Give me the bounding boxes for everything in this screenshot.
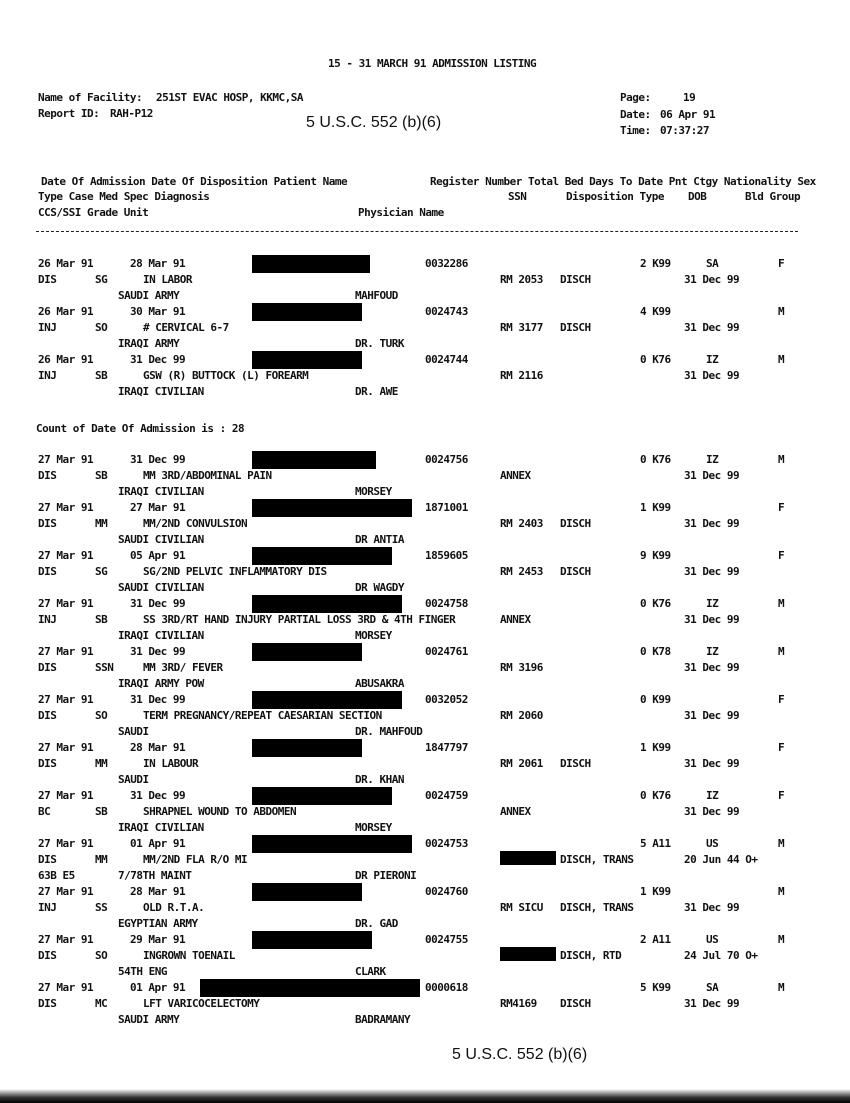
ssn: RM 2403 (500, 517, 543, 530)
register-number: 1847797 (425, 741, 468, 754)
med-spec: MC (95, 997, 108, 1010)
header-disposition-type: Disposition Type (566, 190, 664, 203)
unit: 7/78TH MAINT (118, 869, 192, 882)
disposition-date: 31 Dec 99 (130, 693, 186, 706)
ssn: RM 2061 (500, 757, 543, 770)
disposition-type: DISCH, TRANS (560, 901, 634, 914)
header-line3: CCS/SSI Grade Unit (38, 206, 149, 219)
unit: SAUDI ARMY (118, 289, 180, 302)
scan-edge (0, 1089, 850, 1103)
disposition-type: DISCH (560, 321, 591, 334)
med-spec: SO (95, 709, 108, 722)
physician-name: DR PIERONI (355, 869, 417, 882)
ssn: ANNEX (500, 469, 531, 482)
type: DIS (38, 949, 57, 962)
diagnosis: MM 3RD/ABDOMINAL PAIN (143, 469, 272, 482)
diagnosis: GSW (R) BUTTOCK (L) FOREARM (143, 369, 309, 382)
diagnosis: OLD R.T.A. (143, 901, 205, 914)
type: INJ (38, 901, 57, 914)
register-number: 1859605 (425, 549, 468, 562)
count-summary: Count of Date Of Admission is : 28 (36, 422, 245, 435)
nationality: IZ (706, 645, 719, 658)
bed-days-category: 0 K76 (640, 789, 671, 802)
diagnosis: SS 3RD/RT HAND INJURY PARTIAL LOSS 3RD & 4TH FINGER (143, 613, 456, 626)
nationality: US (706, 837, 719, 850)
admission-date: 27 Mar 91 (38, 981, 94, 994)
bed-days-category: 4 K99 (640, 305, 671, 318)
type: DIS (38, 469, 57, 482)
register-number: 0000618 (425, 981, 468, 994)
physician-name: CLARK (355, 965, 386, 978)
ssn-redaction (500, 851, 556, 865)
admission-date: 27 Mar 91 (38, 789, 94, 802)
disposition-type: DISCH, TRANS (560, 853, 634, 866)
sex: M (778, 353, 785, 366)
nationality: IZ (706, 353, 719, 366)
dob-blood-group: 31 Dec 99 (684, 613, 740, 626)
unit: 54TH ENG (118, 965, 167, 978)
med-spec: MM (95, 853, 108, 866)
admission-date: 27 Mar 91 (38, 933, 94, 946)
physician-name: DR. GAD (355, 917, 398, 930)
grade: 63B E5 (38, 869, 75, 882)
admission-date: 27 Mar 91 (38, 741, 94, 754)
ssn: ANNEX (500, 805, 531, 818)
disposition-date: 01 Apr 91 (130, 981, 186, 994)
physician-name: DR. AWE (355, 385, 398, 398)
disposition-type: DISCH (560, 757, 591, 770)
type: INJ (38, 369, 57, 382)
unit: IRAQI CIVILIAN (118, 385, 204, 398)
register-number: 0024761 (425, 645, 468, 658)
patient-name-redaction (252, 739, 362, 757)
admission-date: 27 Mar 91 (38, 645, 94, 658)
dob-blood-group: 20 Jun 44 O+ (684, 853, 758, 866)
patient-name-redaction (252, 787, 392, 805)
sex: M (778, 933, 785, 946)
admission-date: 27 Mar 91 (38, 597, 94, 610)
patient-name-redaction (252, 499, 412, 517)
register-number: 0024744 (425, 353, 468, 366)
diagnosis: MM/2ND CONVULSION (143, 517, 248, 530)
date-label: Date: (620, 108, 651, 121)
med-spec: SB (95, 805, 108, 818)
ssn: RM 2453 (500, 565, 543, 578)
ssn: RM 2060 (500, 709, 543, 722)
unit: SAUDI CIVILIAN (118, 581, 204, 594)
bed-days-category: 0 K76 (640, 597, 671, 610)
type: DIS (38, 517, 57, 530)
sex: F (778, 693, 785, 706)
ssn: RM 3196 (500, 661, 543, 674)
dob-blood-group: 31 Dec 99 (684, 273, 740, 286)
exemption-stamp-bottom: 5 U.S.C. 552 (b)(6) (452, 1046, 588, 1063)
header-line2: Type Case Med Spec Diagnosis (38, 190, 210, 203)
facility-label: Name of Facility: (38, 91, 143, 104)
diagnosis: SHRAPNEL WOUND TO ABDOMEN (143, 805, 297, 818)
unit: IRAQI ARMY POW (118, 677, 204, 690)
sex: F (778, 257, 785, 270)
med-spec: SS (95, 901, 108, 914)
ssn-redaction (500, 947, 556, 961)
disposition-date: 28 Mar 91 (130, 885, 186, 898)
bed-days-category: 9 K99 (640, 549, 671, 562)
disposition-type: DISCH (560, 997, 591, 1010)
patient-name-redaction (252, 255, 370, 273)
bed-days-category: 5 A11 (640, 837, 671, 850)
diagnosis: INGROWN TOENAIL (143, 949, 235, 962)
med-spec: SG (95, 273, 108, 286)
sex: M (778, 645, 785, 658)
dob-blood-group: 31 Dec 99 (684, 321, 740, 334)
type: DIS (38, 709, 57, 722)
type: DIS (38, 565, 57, 578)
physician-name: DR WAGDY (355, 581, 404, 594)
med-spec: SG (95, 565, 108, 578)
med-spec: MM (95, 517, 108, 530)
med-spec: MM (95, 757, 108, 770)
ssn: RM 3177 (500, 321, 543, 334)
disposition-date: 30 Mar 91 (130, 305, 186, 318)
dob-blood-group: 31 Dec 99 (684, 757, 740, 770)
sex: M (778, 837, 785, 850)
med-spec: SB (95, 613, 108, 626)
sex: F (778, 549, 785, 562)
admission-date: 26 Mar 91 (38, 353, 94, 366)
unit: IRAQI CIVILIAN (118, 485, 204, 498)
dob-blood-group: 31 Dec 99 (684, 661, 740, 674)
sex: M (778, 453, 785, 466)
patient-name-redaction (252, 451, 376, 469)
nationality: US (706, 933, 719, 946)
ssn: RM SICU (500, 901, 543, 914)
admission-date: 27 Mar 91 (38, 549, 94, 562)
patient-name-redaction (252, 643, 362, 661)
nationality: IZ (706, 789, 719, 802)
unit: SAUDI CIVILIAN (118, 533, 204, 546)
diagnosis: SG/2ND PELVIC INFLAMMATORY DIS (143, 565, 327, 578)
patient-name-redaction (252, 883, 362, 901)
type: DIS (38, 853, 57, 866)
register-number: 0024753 (425, 837, 468, 850)
disposition-date: 28 Mar 91 (130, 257, 186, 270)
type: DIS (38, 757, 57, 770)
disposition-date: 27 Mar 91 (130, 501, 186, 514)
report-time: 07:37:27 (660, 124, 709, 137)
unit: EGYPTIAN ARMY (118, 917, 198, 930)
admission-date: 26 Mar 91 (38, 305, 94, 318)
diagnosis: MM 3RD/ FEVER (143, 661, 223, 674)
physician-name: MORSEY (355, 821, 392, 834)
type: INJ (38, 613, 57, 626)
register-number: 0032286 (425, 257, 468, 270)
dob-blood-group: 31 Dec 99 (684, 805, 740, 818)
header-physician: Physician Name (358, 206, 444, 219)
disposition-type: DISCH (560, 517, 591, 530)
page-number: 19 (683, 91, 696, 104)
physician-name: MORSEY (355, 485, 392, 498)
bed-days-category: 2 K99 (640, 257, 671, 270)
physician-name: BADRAMANY (355, 1013, 411, 1026)
facility-name: 251ST EVAC HOSP, KKMC,SA (156, 91, 303, 104)
exemption-stamp-top: 5 U.S.C. 552 (b)(6) (306, 114, 442, 131)
dob-blood-group: 24 Jul 70 O+ (684, 949, 758, 962)
type: BC (38, 805, 51, 818)
bed-days-category: 1 K99 (640, 501, 671, 514)
page-label: Page: (620, 91, 651, 104)
bed-days-category: 0 K76 (640, 353, 671, 366)
disposition-date: 31 Dec 99 (130, 353, 186, 366)
dob-blood-group: 31 Dec 99 (684, 469, 740, 482)
register-number: 0024756 (425, 453, 468, 466)
type: DIS (38, 997, 57, 1010)
admission-date: 27 Mar 91 (38, 837, 94, 850)
sex: M (778, 981, 785, 994)
header-ssn: SSN (508, 190, 527, 203)
patient-name-redaction (252, 303, 362, 321)
nationality: IZ (706, 597, 719, 610)
diagnosis: TERM PREGNANCY/REPEAT CAESARIAN SECTION (143, 709, 382, 722)
report-id: RAH-P12 (110, 107, 153, 120)
disposition-date: 31 Dec 99 (130, 789, 186, 802)
register-number: 0024758 (425, 597, 468, 610)
ssn: RM4169 (500, 997, 537, 1010)
med-spec: SO (95, 949, 108, 962)
sex: F (778, 501, 785, 514)
admission-date: 27 Mar 91 (38, 453, 94, 466)
header-line1-right: Register Number Total Bed Days To Date Pnt Ctgy Nationality Sex (430, 175, 816, 188)
disposition-date: 01 Apr 91 (130, 837, 186, 850)
type: DIS (38, 661, 57, 674)
disposition-type: DISCH, RTD (560, 949, 622, 962)
med-spec: SB (95, 469, 108, 482)
patient-name-redaction (252, 931, 372, 949)
unit: IRAQI CIVILIAN (118, 629, 204, 642)
nationality: IZ (706, 453, 719, 466)
physician-name: DR. MAHFOUD (355, 725, 423, 738)
header-line1-left: Date Of Admission Date Of Disposition Patient Name (41, 175, 348, 188)
bed-days-category: 2 A11 (640, 933, 671, 946)
type: INJ (38, 321, 57, 334)
dob-blood-group: 31 Dec 99 (684, 369, 740, 382)
unit: SAUDI (118, 773, 149, 786)
admission-date: 27 Mar 91 (38, 693, 94, 706)
patient-name-redaction (252, 835, 412, 853)
dob-blood-group: 31 Dec 99 (684, 901, 740, 914)
ssn: RM 2116 (500, 369, 543, 382)
diagnosis: # CERVICAL 6-7 (143, 321, 229, 334)
dob-blood-group: 31 Dec 99 (684, 709, 740, 722)
ssn: ANNEX (500, 613, 531, 626)
patient-name-redaction (252, 351, 362, 369)
sex: F (778, 789, 785, 802)
disposition-date: 31 Dec 99 (130, 645, 186, 658)
diagnosis: IN LABOUR (143, 757, 199, 770)
disposition-date: 31 Dec 99 (130, 453, 186, 466)
med-spec: SB (95, 369, 108, 382)
type: DIS (38, 273, 57, 286)
header-dob: DOB (688, 190, 707, 203)
physician-name: MAHFOUD (355, 289, 398, 302)
disposition-date: 29 Mar 91 (130, 933, 186, 946)
diagnosis: LFT VARICOCELECTOMY (143, 997, 260, 1010)
bed-days-category: 0 K78 (640, 645, 671, 658)
sex: M (778, 885, 785, 898)
disposition-date: 28 Mar 91 (130, 741, 186, 754)
bed-days-category: 0 K76 (640, 453, 671, 466)
admission-date: 27 Mar 91 (38, 885, 94, 898)
unit: SAUDI ARMY (118, 1013, 180, 1026)
register-number: 0024759 (425, 789, 468, 802)
physician-name: DR ANTIA (355, 533, 404, 546)
dob-blood-group: 31 Dec 99 (684, 565, 740, 578)
register-number: 0024755 (425, 933, 468, 946)
register-number: 0032052 (425, 693, 468, 706)
bed-days-category: 1 K99 (640, 885, 671, 898)
disposition-date: 31 Dec 99 (130, 597, 186, 610)
nationality: SA (706, 257, 719, 270)
ssn: RM 2053 (500, 273, 543, 286)
unit: SAUDI (118, 725, 149, 738)
disposition-type: DISCH (560, 273, 591, 286)
patient-name-redaction (252, 547, 392, 565)
sex: M (778, 597, 785, 610)
bed-days-category: 1 K99 (640, 741, 671, 754)
sex: F (778, 741, 785, 754)
bed-days-category: 5 K99 (640, 981, 671, 994)
physician-name: MORSEY (355, 629, 392, 642)
admission-date: 27 Mar 91 (38, 501, 94, 514)
dob-blood-group: 31 Dec 99 (684, 997, 740, 1010)
disposition-type: DISCH (560, 565, 591, 578)
header-divider (36, 231, 798, 232)
patient-name-redaction (200, 979, 420, 997)
register-number: 1871001 (425, 501, 468, 514)
dob-blood-group: 31 Dec 99 (684, 517, 740, 530)
sex: M (778, 305, 785, 318)
disposition-date: 05 Apr 91 (130, 549, 186, 562)
med-spec: SSN (95, 661, 114, 674)
patient-name-redaction (252, 691, 402, 709)
patient-name-redaction (252, 595, 402, 613)
header-bld-group: Bld Group (745, 190, 801, 203)
med-spec: SO (95, 321, 108, 334)
unit: IRAQI CIVILIAN (118, 821, 204, 834)
bed-days-category: 0 K99 (640, 693, 671, 706)
admission-date: 26 Mar 91 (38, 257, 94, 270)
diagnosis: MM/2ND FLA R/O MI (143, 853, 248, 866)
report-title: 15 - 31 MARCH 91 ADMISSION LISTING (328, 57, 537, 70)
physician-name: DR. TURK (355, 337, 404, 350)
physician-name: DR. KHAN (355, 773, 404, 786)
report-id-label: Report ID: (38, 107, 100, 120)
nationality: SA (706, 981, 719, 994)
physician-name: ABUSAKRA (355, 677, 404, 690)
diagnosis: IN LABOR (143, 273, 192, 286)
unit: IRAQI ARMY (118, 337, 180, 350)
time-label: Time: (620, 124, 651, 137)
register-number: 0024760 (425, 885, 468, 898)
register-number: 0024743 (425, 305, 468, 318)
report-date: 06 Apr 91 (660, 108, 716, 121)
